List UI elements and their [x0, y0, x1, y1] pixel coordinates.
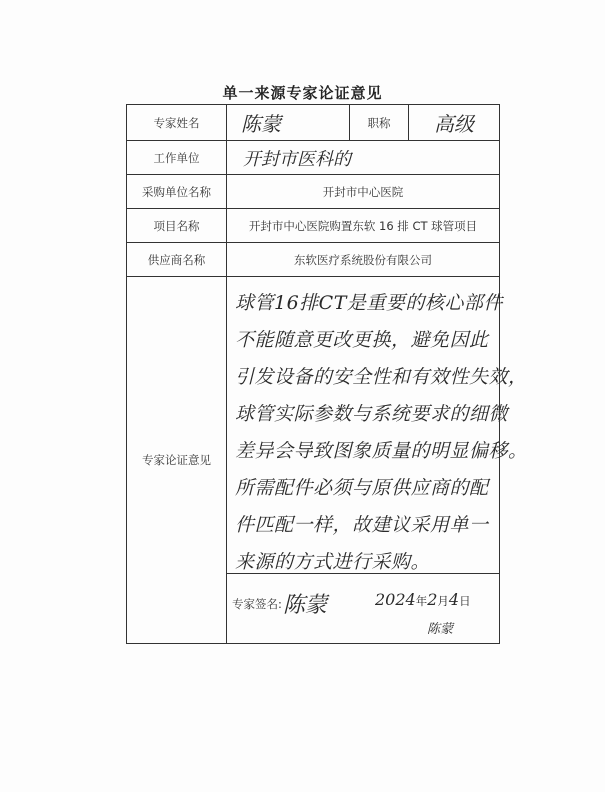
date-year-unit: 年	[415, 594, 428, 608]
title-value	[409, 105, 499, 140]
date-month: 2	[427, 590, 438, 609]
opinion-line: 球管实际参数与系统要求的细微	[235, 403, 509, 425]
project-value: 开封市中心医院购置东软 16 排 CT 球管项目	[248, 218, 478, 233]
opinion-line: 球管16排CT是重要的核心部件	[235, 292, 503, 314]
expert-opinion-form	[126, 104, 528, 644]
opinion-line: 差异会导致图象质量的明显偏移。	[235, 440, 528, 462]
opinion-label: 专家论证意见	[127, 277, 227, 643]
signature-handwriting: 陈蒙	[283, 593, 328, 618]
expert-name-label: 专家姓名	[127, 105, 227, 140]
opinion-line: 来源的方式进行采购。	[235, 551, 431, 573]
purchaser-label: 采购单位名称	[127, 175, 227, 208]
expert-name-handwriting: 陈蒙	[241, 112, 281, 136]
row-project	[127, 209, 499, 243]
opinion-text	[227, 277, 528, 573]
row-opinion	[127, 277, 528, 643]
work-unit-label: 工作单位	[127, 141, 227, 174]
date-day: 4	[448, 590, 460, 609]
work-unit-handwriting: 开封市医科的	[243, 148, 351, 170]
date-month-unit: 月	[437, 594, 449, 608]
document-title: 单一来源专家论证意见	[222, 84, 383, 102]
opinion-line: 不能随意更改更换，避免因此	[235, 329, 489, 351]
opinion-line: 件匹配一样，故建议采用单一	[235, 514, 489, 536]
row-purchaser	[127, 175, 499, 209]
date-initials-handwriting: 陈蒙	[427, 622, 454, 637]
row-expert-name	[127, 105, 499, 141]
date-day-unit: 日	[459, 594, 471, 608]
title-handwriting: 高级	[434, 112, 474, 136]
supplier-value: 东软医疗系统股份有限公司	[294, 252, 432, 267]
date-year: 2024	[375, 590, 416, 609]
title-label: 职称	[349, 105, 409, 140]
row-work-unit	[127, 141, 499, 175]
opinion-line: 所需配件必须与原供应商的配	[235, 477, 489, 499]
project-label: 项目名称	[127, 209, 227, 242]
purchaser-value: 开封市中心医院	[322, 184, 404, 199]
signature-label: 专家签名:	[232, 597, 282, 611]
signature-area	[227, 573, 499, 643]
expert-name-value	[227, 105, 349, 140]
row-supplier	[127, 243, 499, 277]
signature-date	[375, 590, 471, 609]
supplier-label: 供应商名称	[127, 243, 227, 276]
opinion-line: 引发设备的安全性和有效性失效，	[235, 366, 528, 388]
work-unit-value	[227, 141, 499, 174]
